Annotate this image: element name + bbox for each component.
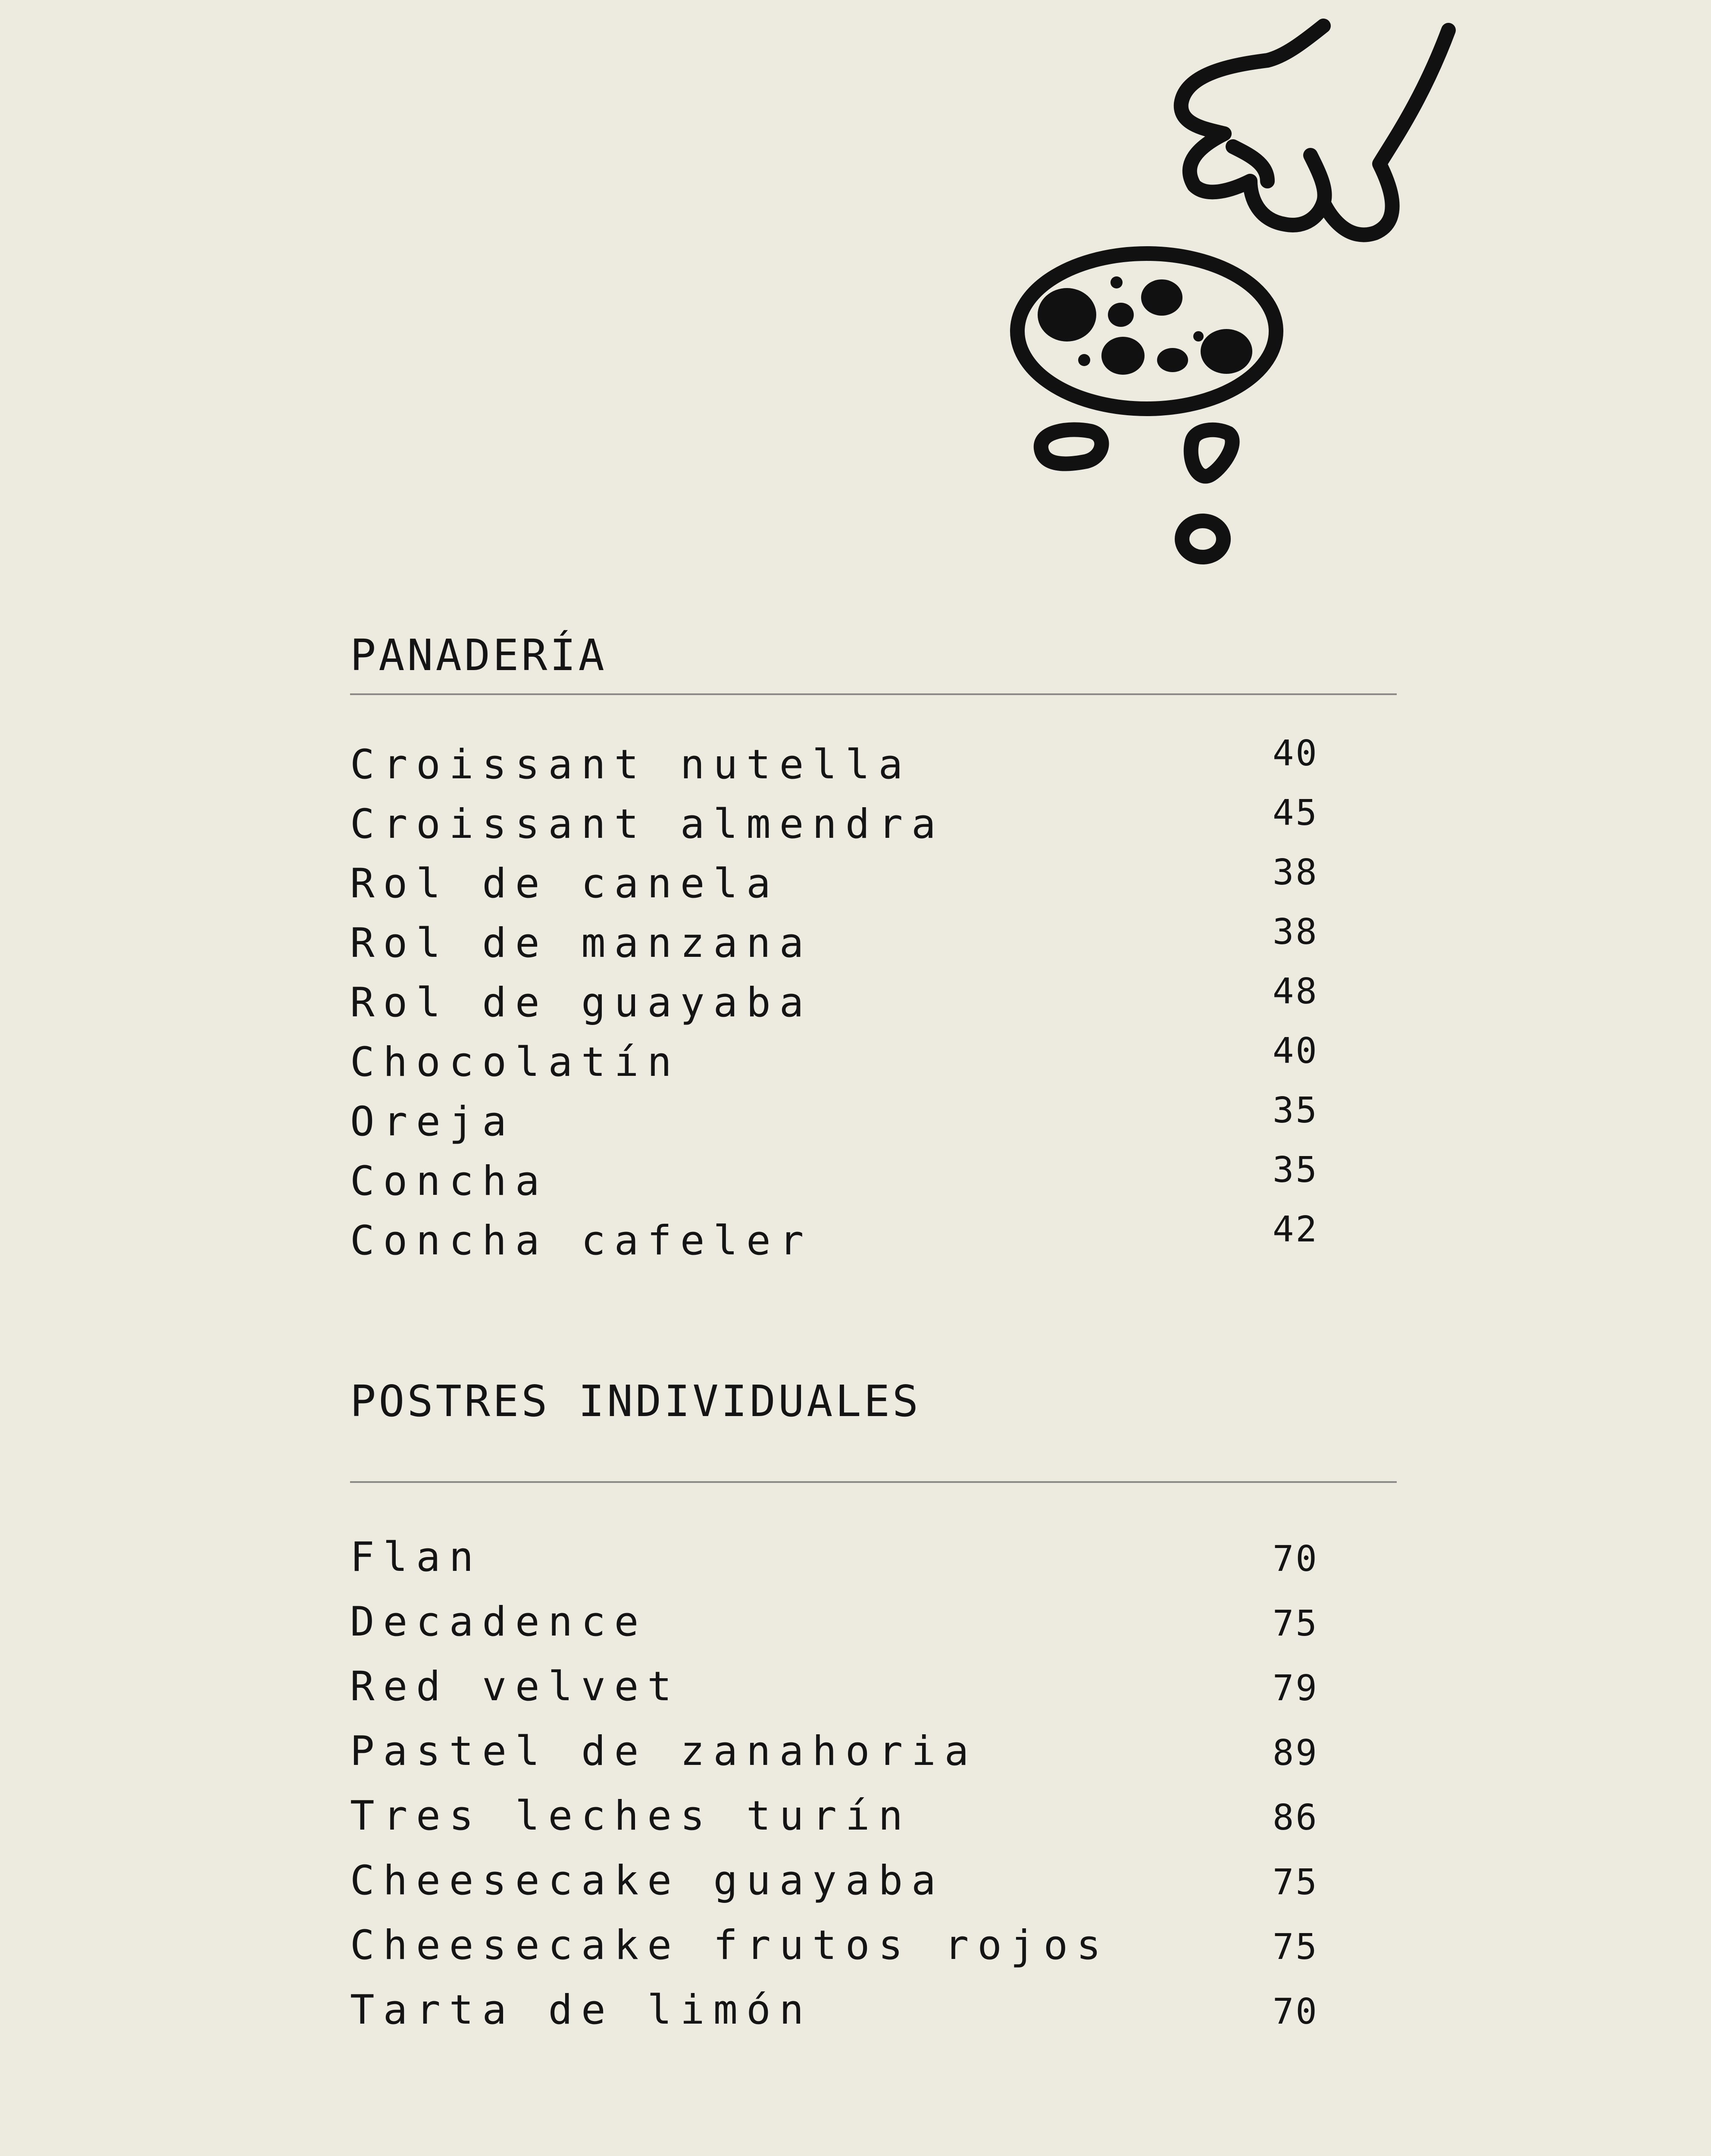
menu-item	[350, 852, 1397, 923]
item-price: 70	[1273, 1991, 1319, 2032]
menu-item	[350, 1857, 1397, 1920]
item-price: 75	[1273, 1927, 1319, 1968]
item-price: 89	[1273, 1733, 1319, 1774]
item-name: Tarta de limón	[350, 1987, 813, 2034]
menu-item	[350, 1792, 1397, 1855]
item-price: 86	[1273, 1797, 1319, 1838]
item-name: Tres leches turín	[350, 1792, 912, 1839]
section-divider	[350, 1481, 1397, 1483]
menu-item	[350, 971, 1397, 1042]
item-price: 42	[1273, 1209, 1319, 1250]
menu-item	[350, 1090, 1397, 1161]
item-name: Decadence	[350, 1598, 647, 1645]
item-name: Croissant almendra	[350, 801, 945, 848]
item-name: Pastel de zanahoria	[350, 1728, 978, 1775]
item-name: Rol de canela	[350, 860, 779, 907]
item-name: Chocolatín	[350, 1039, 680, 1086]
item-name: Cheesecake frutos rojos	[350, 1922, 1110, 1969]
item-price: 35	[1273, 1150, 1319, 1191]
item-price: 70	[1273, 1539, 1319, 1579]
menu-item	[350, 912, 1397, 983]
item-price: 40	[1273, 733, 1319, 774]
item-name: Concha	[350, 1158, 548, 1205]
hand-dropping-cookie-icon	[992, 17, 1466, 578]
menu-item	[350, 1922, 1397, 1985]
item-name: Oreja	[350, 1098, 515, 1145]
menu-item	[350, 1728, 1397, 1791]
menu-item	[350, 1598, 1397, 1661]
item-name: Flan	[350, 1534, 482, 1581]
section-title: POSTRES INDIVIDUALES	[350, 1376, 921, 1426]
item-price: 48	[1273, 971, 1319, 1012]
item-price: 75	[1273, 1603, 1319, 1644]
menu-item	[350, 1150, 1397, 1221]
menu-item	[350, 1987, 1397, 2049]
menu-item	[350, 733, 1397, 804]
item-price: 79	[1273, 1668, 1319, 1709]
section-panaderia	[350, 630, 1397, 1281]
item-price: 38	[1273, 912, 1319, 953]
section-postres-individuales	[350, 1376, 1397, 2070]
item-price: 35	[1273, 1090, 1319, 1131]
item-name: Concha cafeler	[350, 1217, 813, 1264]
item-name: Cheesecake guayaba	[350, 1857, 945, 1904]
menu-item	[350, 1663, 1397, 1726]
menu-item	[350, 1209, 1397, 1280]
item-name: Rol de guayaba	[350, 979, 813, 1026]
item-price: 45	[1273, 793, 1319, 834]
menu-item	[350, 1534, 1397, 1597]
item-name: Red velvet	[350, 1663, 680, 1710]
section-divider	[350, 693, 1397, 695]
item-price: 75	[1273, 1862, 1319, 1903]
item-name: Croissant nutella	[350, 741, 912, 788]
item-price: 40	[1273, 1031, 1319, 1072]
menu-item	[350, 793, 1397, 864]
menu-item	[350, 1031, 1397, 1102]
item-name: Rol de manzana	[350, 920, 813, 967]
section-title: PANADERÍA	[350, 630, 607, 680]
item-price: 38	[1273, 852, 1319, 893]
